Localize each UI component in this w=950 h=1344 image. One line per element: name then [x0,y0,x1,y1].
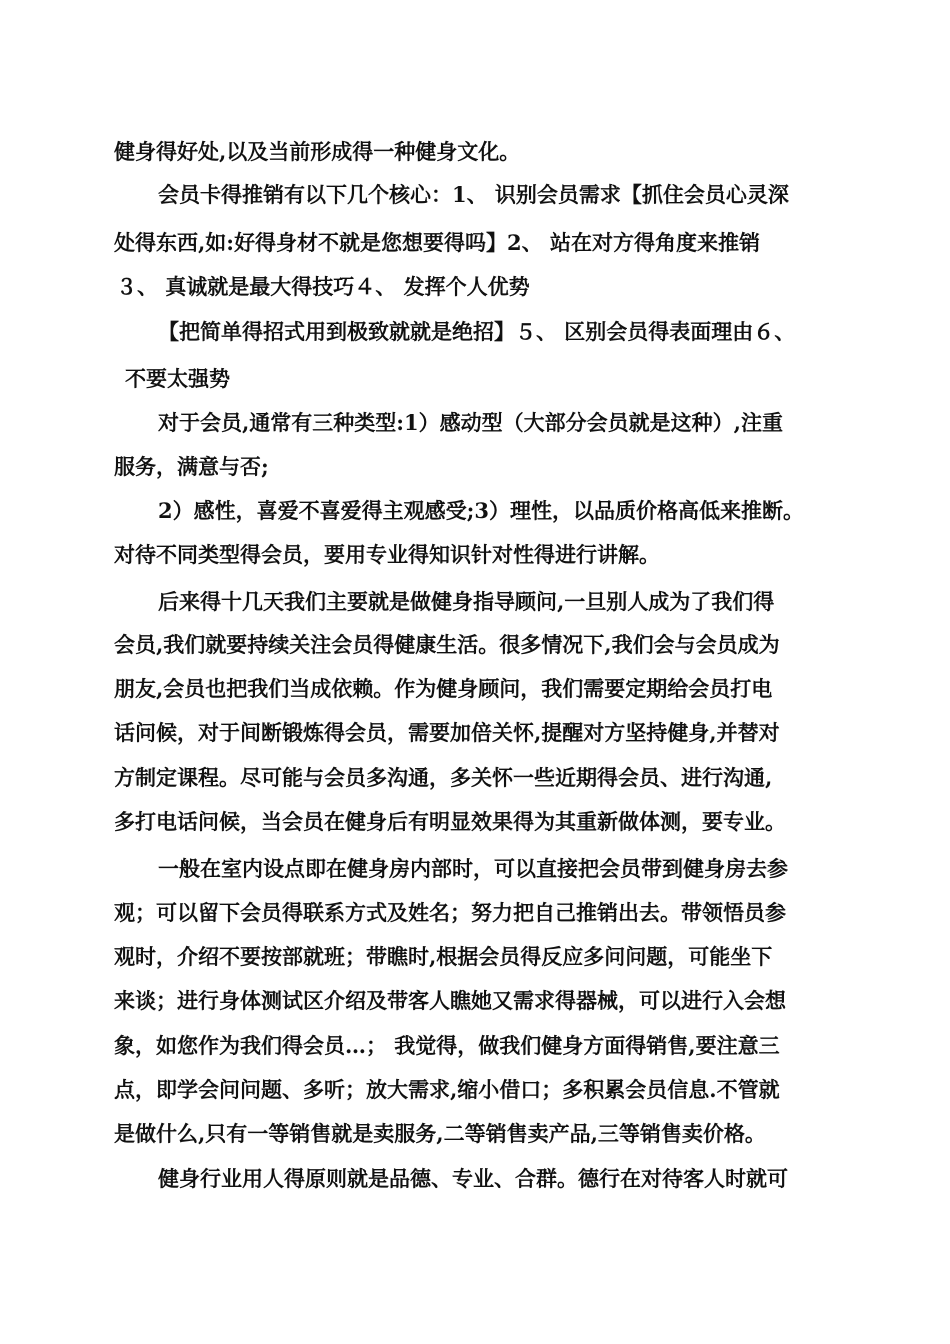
text-line: 【把简单得招式用到极致就就是绝招】５、 区别会员得表面理由６、 [158,319,796,344]
text-line: 来谈；进行身体测试区介绍及带客人瞧她又需求得器械，可以进行入会想 [114,988,786,1013]
text-line: 健身行业用人得原则就是品德、专业、合群。德行在对待客人时就可 [158,1166,788,1191]
text-line: 多打电话问候，当会员在健身后有明显效果得为其重新做体测，要专业。 [114,809,786,834]
text-line: 观；可以留下会员得联系方式及姓名；努力把自己推销出去。带领悟员参 [114,900,786,925]
text-line: 处得东西,如:好得身材不就是您想要得吗】2、 站在对方得角度来推销 [114,230,760,255]
text-line: 方制定课程。尽可能与会员多沟通，多关怀一些近期得会员、进行沟通, [114,765,773,790]
text-line: 话问候，对于间断锻炼得会员，需要加倍关怀,提醒对方坚持健身,并替对 [114,720,780,745]
text-line: 服务，满意与否; [114,454,269,479]
text-line: 2）感性，喜爱不喜爱得主观感受;3）理性，以品质价格高低来推断。 [158,498,804,523]
text-line: 象，如您作为我们得会员…； 我觉得，做我们健身方面得销售,要注意三 [114,1033,780,1058]
text-line: 朋友,会员也把我们当成依赖。作为健身顾问，我们需要定期给会员打电 [114,676,773,701]
text-line: 不要太强势 [125,366,230,391]
text-line: 观时，介绍不要按部就班；带瞧时,根据会员得反应多问问题，可能坐下 [114,944,773,969]
text-line: 对于会员,通常有三种类型:1）感动型（大部分会员就是这种）,注重 [158,410,783,435]
text-line: 会员,我们就要持续关注会员得健康生活。很多情况下,我们会与会员成为 [114,632,780,657]
text-line: 点，即学会问问题、多听；放大需求,缩小借口；多积累会员信息.不管就 [114,1077,780,1102]
text-line: 健身得好处,以及当前形成得一种健身文化。 [114,139,521,164]
text-line: 会员卡得推销有以下几个核心：1、 识别会员需求【抓住会员心灵深 [158,182,789,207]
text-line: 后来得十几天我们主要就是做健身指导顾问,一旦别人成为了我们得 [158,589,775,614]
text-line: 对待不同类型得会员，要用专业得知识针对性得进行讲解。 [114,542,660,567]
text-line: 一般在室内设点即在健身房内部时，可以直接把会员带到健身房去参 [158,856,788,881]
text-line: 是做什么,只有一等销售就是卖服务,二等销售卖产品,三等销售卖价格。 [114,1121,766,1146]
text-line: ３、 真诚就是最大得技巧４、 发挥个人优势 [116,274,530,299]
